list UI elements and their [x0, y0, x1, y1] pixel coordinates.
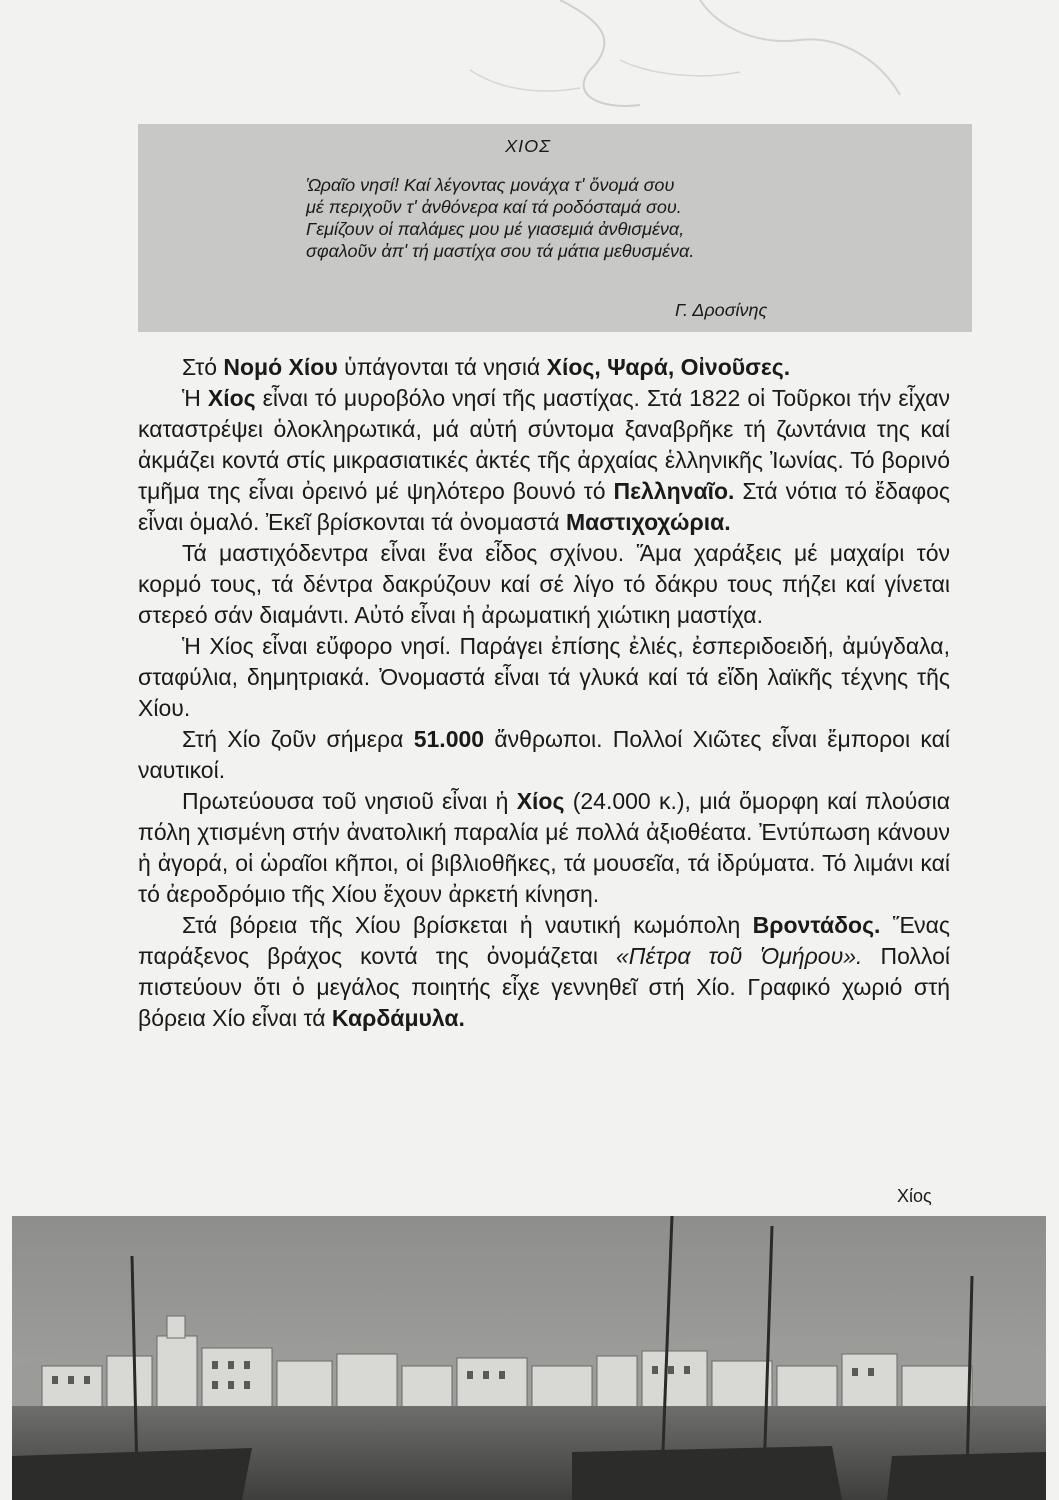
poem-title: ΧΙΟΣ	[505, 136, 551, 156]
paragraph-vrontados	[138, 910, 950, 1034]
text: (24.000 κ.), μιά ὄμορφη καί πλούσια πόλη χτισμένη στήν ἀνατολική παραλία μέ πολλά ἀξιοθέατα. Ἐντύπωση κάνουν ἡ ἀγορά, οἱ ὡραῖοι κῆποι, οἱ βιβλιοθῆκες, τά μουσεῖα, τά ἱδρύματα. Τό λιμάνι καί τό ἀεροδρόμιο τῆς Χίου ἔχουν ἀρκετή κίνηση.	[138, 788, 950, 907]
text: ὑπάγονται τά νησιά	[337, 354, 547, 380]
article-body	[138, 352, 950, 1034]
bold-term: Καρδάμυλα.	[331, 1005, 465, 1031]
text: Πολλοί πιστεύουν ὅτι ὁ μεγάλος ποιητής εἶχε γεννηθεῖ στή Χίο. Γραφικό χωριό στή βόρεια Χίο εἶναι τά	[138, 943, 950, 1031]
text: Πρωτεύουσα τοῦ νησιοῦ εἶναι ἡ	[182, 788, 517, 814]
bold-term: Χίος, Ψαρά, Οἰνοῦσες.	[546, 354, 791, 380]
text: Στά βόρεια τῆς Χίου βρίσκεται ἡ ναυτική κωμόπολη	[182, 912, 753, 938]
harbor-photo	[12, 1216, 1046, 1500]
bold-term: Χίος	[516, 788, 565, 814]
poem-line: σφαλοῦν ἀπ' τή μαστίχα σου τά μάτια μεθυσμένα.	[306, 241, 695, 261]
bold-term: Πελληναῖο.	[613, 478, 735, 504]
poem-lines	[306, 174, 826, 262]
poem-line: μέ περιχοῦν τ' ἀνθόνερα καί τά ροδόσταμά σου.	[306, 197, 682, 217]
bold-number: 51.000	[413, 726, 485, 752]
bold-term: Βροντάδος.	[752, 912, 881, 938]
paragraph-prefecture	[138, 352, 950, 383]
poem-line: Ὡραῖο νησί! Καί λέγοντας μονάχα τ' ὄνομά σου	[306, 175, 675, 195]
text: ἄνθρωποι. Πολλοί Χιῶτες εἶναι ἔμποροι καί ναυτικοί.	[138, 726, 950, 783]
text: εἶναι τό μυροβόλο νησί τῆς μαστίχας. Στά 1822 οἱ Τοῦρκοι τήν εἶχαν καταστρέψει ὁλοκληρωτικά, μά αὐτή σύντομα ξαναβρῆκε τή ζωντάνια της καί ἀκμάζει κοντά στίς μικρασιατικές ἀκτές τῆς ἀρχαίας ἑλληνικῆς Ἰωνίας. Τό βορινό τμῆμα της εἶναι ὀρεινό μέ ψηλότερο βουνό τό	[138, 385, 950, 504]
poem-author: Γ. Δροσίνης	[675, 300, 768, 320]
poem-box	[138, 124, 972, 332]
paragraph-produce: Ἡ Χίος εἶναι εὔφορο νησί. Παράγει ἐπίσης ἐλιές, ἐσπεριδοειδή, ἀμύγδαλα, σταφύλια, δημητριακά. Ὀνομαστά εἶναι τά γλυκά καί τά εἴδη λαϊκῆς τέχνης τῆς Χίου.	[138, 633, 950, 721]
text: Ἡ	[182, 385, 208, 411]
paragraph-mastic: Τά μαστιχόδεντρα εἶναι ἕνα εἶδος σχίνου. Ἅμα χαράξεις μέ μαχαίρι τόν κορμό τους, τά δέντρα δακρύζουν καί σέ λίγο τό δάκρυ τους πήζει καί γίνεται στερεό σάν διαμάντι. Αὐτό εἶναι ἡ ἀρωματική χιώτικη μαστίχα.	[138, 540, 950, 628]
bold-term: Χίος	[207, 385, 256, 411]
text: Στά νότια τό ἔδαφος εἶναι ὁμαλό. Ἐκεῖ βρίσκονται τά ὀνομαστά	[138, 478, 950, 535]
paragraph-chios-intro	[138, 383, 950, 538]
bold-term: Νομό Χίου	[223, 354, 338, 380]
text: Στό	[182, 354, 224, 380]
paragraph-population	[138, 724, 950, 786]
text: Ἕνας παράξενος βράχος κοντά της ὀνομάζεται	[138, 912, 951, 969]
text: Στή Χίο ζοῦν σήμερα	[182, 726, 414, 752]
italic-term: «Πέτρα τοῦ Ὁμήρου».	[616, 943, 863, 969]
background-map-ghost	[0, 0, 1059, 130]
photo-caption: Χίος	[897, 1186, 932, 1206]
paragraph-capital	[138, 786, 950, 910]
bold-term: Μαστιχοχώρια.	[565, 509, 731, 535]
poem-line: Γεμίζουν οἱ παλάμες μου μέ γιασεμιά ἀνθισμένα,	[306, 219, 685, 239]
